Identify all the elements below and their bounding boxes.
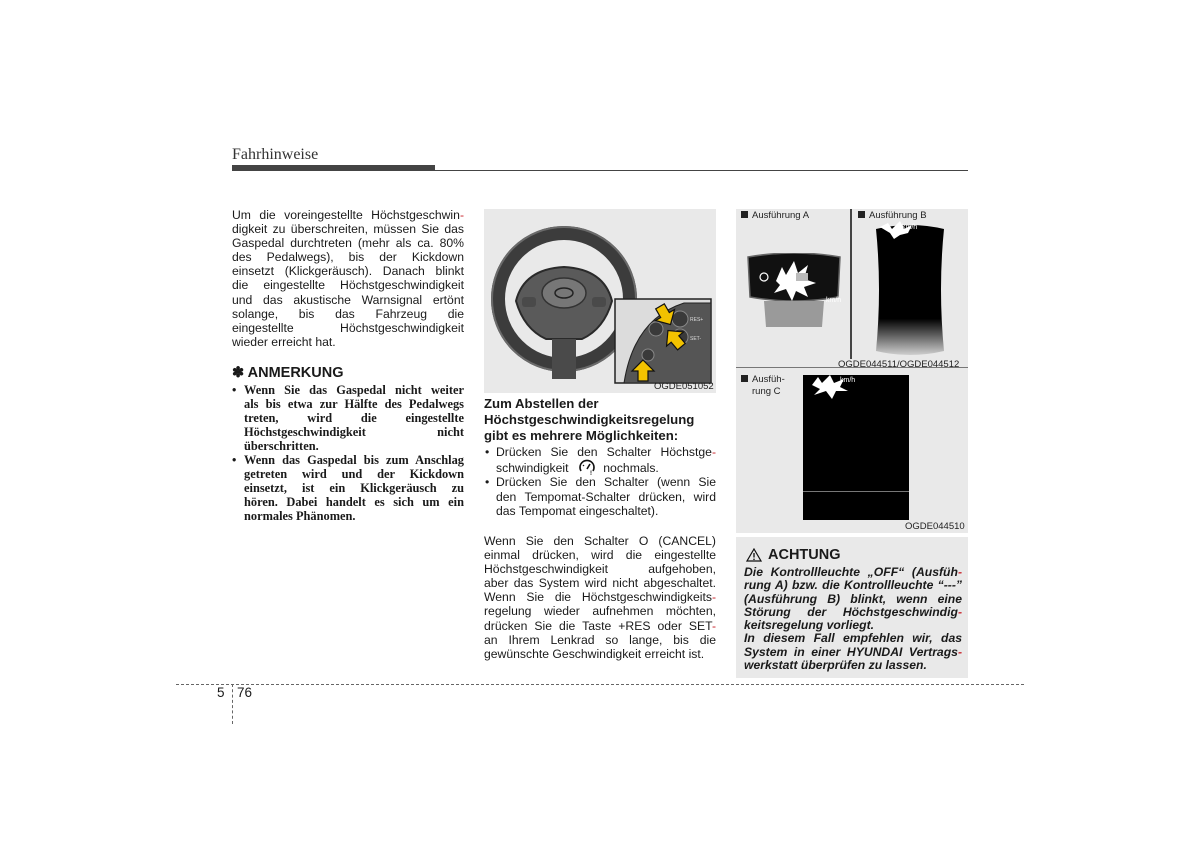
steering-wheel-illustration [484, 209, 716, 393]
section-title-line: Zum Abstellen der [484, 396, 599, 411]
chapter-number: 5 [217, 685, 225, 700]
footer-divider [232, 684, 233, 724]
variant-a-lim: LIM [784, 285, 795, 291]
variant-c-line [741, 374, 785, 386]
warning-line: rung A) bzw. die Kontrollleuchte “---” [744, 578, 962, 593]
warning-body [744, 566, 962, 672]
cancel-line: einmal drücken, wird die eingestellte [484, 548, 716, 563]
note-item [232, 453, 464, 523]
intro-line: wieder erreicht hat. [232, 334, 336, 349]
note-line: einsetzt, ist ein Klickgeräusch zu [244, 481, 464, 495]
hyphen-mark: - [957, 565, 962, 579]
option-line: das Tempomat eingeschaltet). [496, 503, 659, 518]
intro-line: digkeit zu überschreiten, müssen Sie das [232, 222, 464, 237]
option-line-text: nochmals. [603, 461, 659, 476]
variant-c-label [741, 374, 785, 398]
warning-title [746, 547, 841, 563]
note-line: normales Phänomen. [244, 509, 356, 523]
figure-code: OGDE051052 [654, 381, 714, 392]
warning-triangle-icon [746, 548, 762, 562]
intro-line: Um die voreingestellte Höchstgeschwin- [232, 208, 464, 222]
variant-a-text: Ausführung A [752, 210, 810, 221]
intro-line: und das akustische Warnsignal ertönt [232, 292, 464, 307]
variant-c-unit: km/h [840, 377, 856, 384]
variant-c-display-line [803, 491, 909, 492]
bullet-square-icon [858, 211, 865, 218]
header-rule [435, 170, 968, 171]
warning-line: werkstatt überprüfen zu lassen. [744, 658, 927, 673]
hyphen-mark: - [711, 590, 716, 605]
warning-line: Die Kontrollleuchte „OFF“ (Ausfüh- [744, 565, 962, 579]
intro-line: eingestellte Höchstgeschwindigkeit [232, 320, 464, 335]
right-spoke-buttons [592, 297, 606, 307]
variant-b-unit: km/h [902, 224, 918, 231]
intro-line: solange, bis das Fahrzeug die [232, 306, 464, 321]
cancel-line: Wenn Sie die Höchstgeschwindigkeits- [484, 590, 716, 605]
variant-c-text: Ausfüh- [752, 374, 785, 385]
bullet-square-icon [741, 375, 748, 382]
cluster-display-figure [736, 209, 968, 533]
warning-line: Störung der Höchstgeschwindig- [744, 604, 962, 619]
svg-text:!: ! [589, 471, 592, 476]
note-line: getreten wird und der Kickdown [244, 467, 464, 481]
intro-line: des Pedalwegs), bis der Kickdown [232, 250, 464, 265]
section-title-line: gibt es mehrere Möglichkeiten: [484, 428, 679, 443]
variant-b-label [858, 210, 927, 221]
cancel-line: gewünschte Geschwindigkeit erreicht ist. [484, 646, 705, 661]
cancel-line: regelung wieder aufnehmen möchten, [484, 604, 716, 619]
note-line: als bis etwa zur Hälfte des Pedalwegs [244, 397, 464, 411]
note-line: hören. Dabei handelt es sich um ein [244, 495, 464, 509]
speed-limiter-switch [649, 322, 663, 336]
lower-spoke [552, 339, 576, 379]
variant-a-display [746, 253, 842, 329]
steering-wheel-figure [484, 209, 716, 393]
hyphen-mark: - [957, 604, 962, 619]
variant-b-text: Ausführung B [869, 210, 927, 221]
note-title: ✽ ANMERKUNG [232, 365, 344, 381]
option-line: • Drücken Sie den Schalter Höchstge- [496, 445, 716, 459]
left-spoke-buttons [522, 297, 536, 307]
cancel-line: drücken Sie die Taste +RES oder SET- [484, 618, 716, 633]
set-label: SET- [690, 336, 702, 342]
cancel-line: an Ihrem Lenkrad so lange, bis die [484, 632, 716, 647]
note-line: überschritten. [244, 439, 319, 453]
option-line: den Tempomat-Schalter drücken, wird [496, 489, 716, 504]
section-title [484, 396, 724, 444]
page-header-title: Fahrhinweise [232, 146, 319, 163]
cancel-paragraph [484, 534, 716, 661]
note-line: • Wenn das Gaspedal bis zum Anschlag [244, 453, 464, 467]
note-list [232, 383, 464, 523]
section-title-line: Höchstgeschwindigkeitsregelung [484, 412, 695, 427]
note-line: Höchstgeschwindigkeit nicht [244, 425, 464, 439]
speed-limiter-icon [578, 459, 596, 475]
note-item [232, 383, 464, 453]
variant-a-unit: km/h [826, 297, 842, 304]
hyphen-mark: - [711, 445, 716, 459]
warning-line: keitsregelung vorliegt. [744, 618, 875, 633]
variant-c-text: rung C [752, 386, 781, 397]
option-line [496, 459, 716, 475]
cancel-switch [642, 349, 654, 361]
hyphen-mark: - [459, 208, 464, 222]
figure-code-c: OGDE044510 [905, 521, 965, 532]
cancel-line: Wenn Sie den Schalter O (CANCEL) [484, 534, 716, 548]
option-item [484, 475, 716, 518]
intro-paragraph [232, 208, 464, 349]
intro-line: einsetzt (Klickgeräusch). Danach blinkt [232, 264, 464, 279]
intro-line: Gaspedal durchtreten (mehr als ca. 80% [232, 236, 464, 251]
hyphen-mark: - [957, 644, 962, 659]
note-line: • Wenn Sie das Gaspedal nicht weiter [244, 383, 464, 397]
warning-line: (Ausführung B) blinkt, wenn eine [744, 591, 962, 606]
option-line: • Drücken Sie den Schalter (wenn Sie [496, 475, 716, 490]
res-label: RES+ [690, 317, 704, 323]
warning-title-text: ACHTUNG [768, 547, 841, 563]
bullet-square-icon [741, 211, 748, 218]
note-line: treten, wird die eingestellte [244, 411, 464, 425]
res-switch [672, 311, 688, 327]
variant-b-display [874, 221, 946, 357]
option-item [484, 445, 716, 475]
warning-line: System in einer HYUNDAI Vertrags- [744, 644, 962, 659]
figure-divider-vertical [850, 209, 852, 359]
cancel-line: Höchstgeschwindigkeit aufgehoben, [484, 562, 716, 577]
figure-code-ab: OGDE044511/OGDE044512 [838, 359, 960, 370]
variant-a-label [741, 210, 809, 221]
footer-rule [176, 684, 1024, 685]
hyphen-mark: - [711, 618, 716, 633]
warning-line: In diesem Fall empfehlen wir, das [744, 631, 962, 646]
airbag-cover [542, 278, 586, 308]
page-number: 76 [237, 685, 253, 700]
intro-line: die eingestellte Höchstgeschwindigkeit [232, 278, 464, 293]
option-line-text: schwindigkeit [496, 461, 569, 476]
cancel-line: aber das System wird nicht abgeschaltet. [484, 576, 716, 591]
header-bar [232, 165, 435, 171]
options-list [484, 445, 716, 518]
